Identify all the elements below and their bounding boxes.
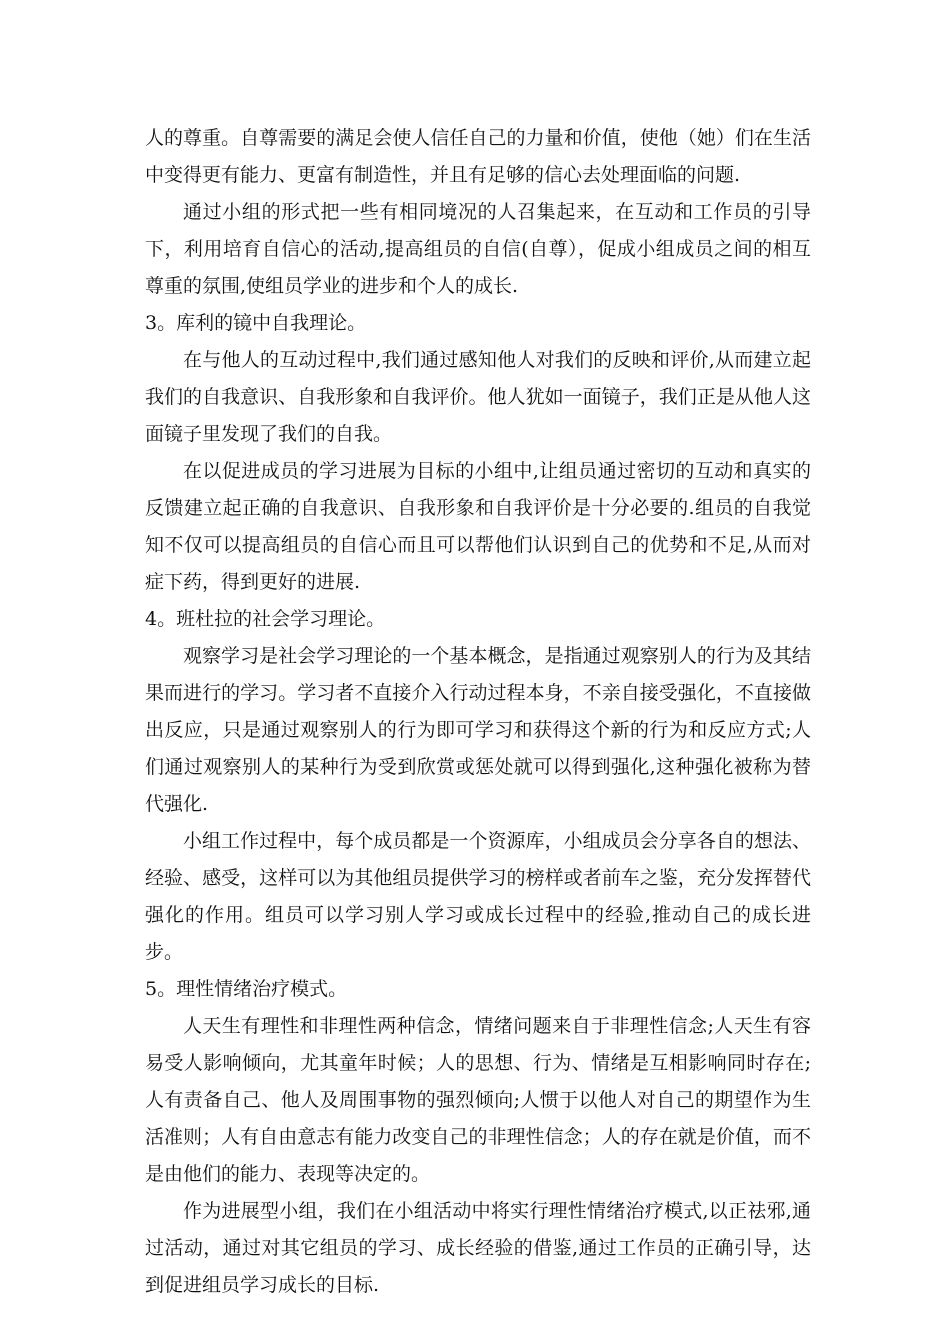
section-heading-bandura: 4。班杜拉的社会学习理论。	[145, 608, 386, 630]
paragraph-group-resources: 小组工作过程中，每个成员都是一个资源库，小组成员会分享各自的想法、经验、感受，这样可以为其他组员提供学习的榜样或者前车之鉴，充分发挥替代强化的作用。组员可以学习别人学习或成长过程中的经验,推动自己的成长进步。	[145, 830, 811, 963]
document-body	[145, 120, 811, 1304]
section-heading-cooley: 3。库利的镜中自我理论。	[145, 312, 367, 334]
paragraph-looking-glass-self: 在与他人的互动过程中,我们通过感知他人对我们的反映和评价,从而建立起我们的自我意识、自我形象和自我评价。他人犹如一面镜子，我们正是从他人这面镜子里发现了我们的自我。	[145, 349, 811, 445]
section-heading-ret: 5。理性情绪治疗模式。	[145, 978, 348, 1000]
paragraph-observational-learning: 观察学习是社会学习理论的一个基本概念，是指通过观察别人的行为及其结果而进行的学习。学习者不直接介入行动过程本身，不亲自接受强化，不直接做出反应，只是通过观察别人的行为即可学习和获得这个新的行为和反应方式;人们通过观察别人的某种行为受到欣赏或惩处就可以得到强化,这种强化被称为替代强化.	[145, 645, 811, 815]
paragraph-group-confidence: 通过小组的形式把一些有相同境况的人召集起来，在互动和工作员的引导下，利用培育自信心的活动,提高组员的自信(自尊），促成小组成员之间的相互尊重的氛围,使组员学业的进步和个人的成长.	[145, 201, 811, 297]
paragraph-self-awareness: 在以促进成员的学习进展为目标的小组中,让组员通过密切的互动和真实的反馈建立起正确的自我意识、自我形象和自我评价是十分必要的.组员的自我觉知不仅可以提高组员的自信心而且可以帮他们认识到自己的优势和不足,从而对症下药，得到更好的进展.	[145, 460, 811, 593]
paragraph-irrational-beliefs: 人天生有理性和非理性两种信念，情绪问题来自于非理性信念;人天生有容易受人影响倾向，尤其童年时候；人的思想、行为、情绪是互相影响同时存在;人有责备自己、他人及周围事物的强烈倾向;人惯于以他人对自己的期望作为生活准则；人有自由意志有能力改变自己的非理性信念；人的存在就是价值，而不是由他们的能力、表现等决定的。	[145, 1015, 811, 1185]
paragraph-self-esteem-continuation: 人的尊重。自尊需要的满足会使人信任自己的力量和价值，使他（她）们在生活中变得更有能力、更富有制造性，并且有足够的信心去处理面临的问题.	[145, 127, 811, 186]
paragraph-ret-application: 作为进展型小组，我们在小组活动中将实行理性情绪治疗模式,以正祛邪,通过活动，通过对其它组员的学习、成长经验的借鉴,通过工作员的正确引导，达到促进组员学习成长的目标.	[145, 1200, 811, 1296]
